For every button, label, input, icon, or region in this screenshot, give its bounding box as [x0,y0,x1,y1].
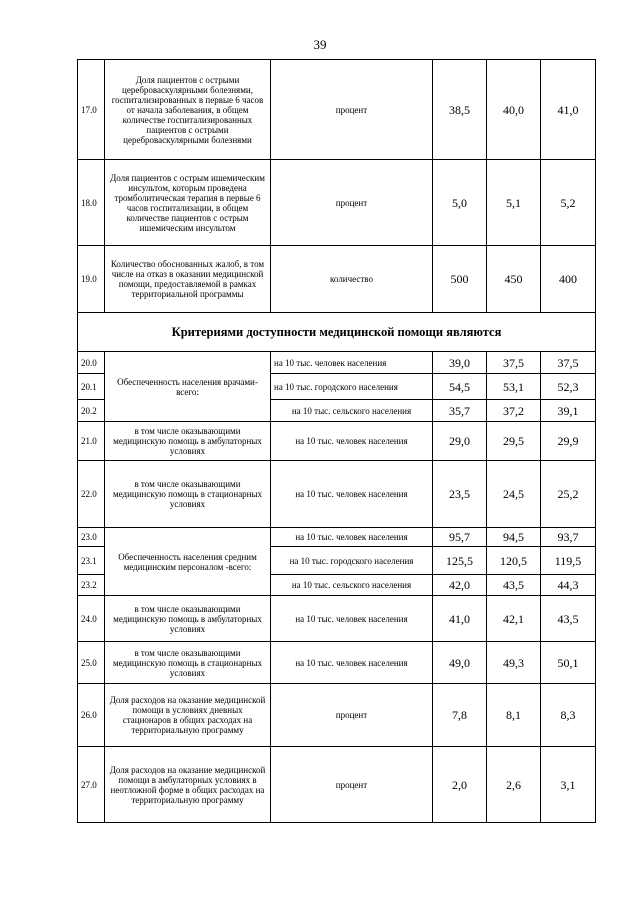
value-cell: 39,0 [433,352,487,374]
value-cell: 42,0 [433,575,487,596]
row-number: 18.0 [78,160,105,246]
row-number: 20.1 [78,374,105,400]
value-cell: 41,0 [541,60,596,160]
indicator-name: Доля пациентов с острым ишемическим инсультом, которым проведена тромболитическая терапия в первые 6 часов госпитализации, в общем количестве пациентов с острым ишемическим инсультом [105,160,271,246]
value-cell: 38,5 [433,60,487,160]
value-cell: 37,2 [487,400,541,422]
unit-cell: на 10 тыс. человек населения [271,352,433,374]
unit-cell: на 10 тыс. человек населения [271,596,433,642]
unit-cell: процент [271,747,433,823]
value-cell: 23,5 [433,461,487,528]
row-number: 26.0 [78,684,105,747]
indicator-name: Обеспеченность населения врачами-всего: [105,352,271,422]
row-number: 19.0 [78,246,105,313]
value-cell: 125,5 [433,547,487,575]
value-cell: 8,1 [487,684,541,747]
value-cell: 8,3 [541,684,596,747]
table-row [78,747,596,823]
table-row [78,461,596,528]
value-cell: 54,5 [433,374,487,400]
row-number: 27.0 [78,747,105,823]
value-cell: 41,0 [433,596,487,642]
unit-cell: на 10 тыс. человек населения [271,642,433,684]
value-cell: 95,7 [433,528,487,547]
value-cell: 29,9 [541,422,596,461]
value-cell: 7,8 [433,684,487,747]
value-cell: 52,3 [541,374,596,400]
row-number: 17.0 [78,60,105,160]
row-number: 25.0 [78,642,105,684]
row-number: 21.0 [78,422,105,461]
unit-cell: процент [271,684,433,747]
value-cell: 5,1 [487,160,541,246]
value-cell: 450 [487,246,541,313]
indicator-name: в том числе оказывающими медицинскую помощь в стационарных условиях [105,461,271,528]
value-cell: 35,7 [433,400,487,422]
table-row [78,246,596,313]
unit-cell: количество [271,246,433,313]
table-row [78,160,596,246]
indicator-name: Доля расходов на оказание медицинской помощи в амбулаторных условиях в неотложной форме в общих расходах на территориальную программу [105,747,271,823]
value-cell: 5,2 [541,160,596,246]
value-cell: 119,5 [541,547,596,575]
unit-cell: на 10 тыс. человек населения [271,528,433,547]
value-cell: 25,2 [541,461,596,528]
value-cell: 43,5 [487,575,541,596]
table-row [78,60,596,160]
row-number: 23.0 [78,528,105,547]
unit-cell: на 10 тыс. городского населения [271,374,433,400]
unit-cell: на 10 тыс. человек населения [271,422,433,461]
indicator-name: Количество обоснованных жалоб, в том числе на отказ в оказании медицинской помощи, предоставляемой в рамках территориальной программы [105,246,271,313]
value-cell: 53,1 [487,374,541,400]
value-cell: 5,0 [433,160,487,246]
value-cell: 93,7 [541,528,596,547]
row-number: 20.0 [78,352,105,374]
unit-cell: на 10 тыс. сельского населения [271,400,433,422]
value-cell: 43,5 [541,596,596,642]
table-row [78,642,596,684]
unit-cell: процент [271,160,433,246]
indicator-name: Доля пациентов с острыми цереброваскулярными болезнями, госпитализированных в первые 6 часов от начала заболевания, в общем количестве госпитализированных пациентов с острыми цереброваскулярными болезнями [105,60,271,160]
table-row [78,528,596,547]
value-cell: 120,5 [487,547,541,575]
table-row [78,352,596,374]
indicator-name: Обеспеченность населения средним медицинским персоналом -всего: [105,528,271,596]
value-cell: 37,5 [541,352,596,374]
indicator-name: Доля расходов на оказание медицинской помощи в условиях дневных стационаров в общих расходах на территориальную программу [105,684,271,747]
section-header: Критериями доступности медицинской помощи являются [78,313,596,352]
value-cell: 37,5 [487,352,541,374]
value-cell: 94,5 [487,528,541,547]
value-cell: 42,1 [487,596,541,642]
indicator-name: в том числе оказывающими медицинскую помощь в амбулаторных условиях [105,596,271,642]
value-cell: 50,1 [541,642,596,684]
unit-cell: на 10 тыс. городского населения [271,547,433,575]
value-cell: 44,3 [541,575,596,596]
table-row [78,684,596,747]
section-header-row [78,313,596,352]
value-cell: 2,6 [487,747,541,823]
page-number: 39 [313,37,327,52]
value-cell: 2,0 [433,747,487,823]
value-cell: 29,0 [433,422,487,461]
indicator-name: в том числе оказывающими медицинскую помощь в амбулаторных условиях [105,422,271,461]
row-number: 23.1 [78,547,105,575]
value-cell: 3,1 [541,747,596,823]
value-cell: 500 [433,246,487,313]
table-row [78,596,596,642]
value-cell: 49,0 [433,642,487,684]
row-number: 22.0 [78,461,105,528]
value-cell: 39,1 [541,400,596,422]
row-number: 23.2 [78,575,105,596]
indicator-name: в том числе оказывающими медицинскую помощь в стационарных условиях [105,642,271,684]
unit-cell: на 10 тыс. сельского населения [271,575,433,596]
unit-cell: на 10 тыс. человек населения [271,461,433,528]
row-number: 20.2 [78,400,105,422]
unit-cell: процент [271,60,433,160]
table-row [78,422,596,461]
indicators-table [77,59,596,823]
value-cell: 40,0 [487,60,541,160]
value-cell: 24,5 [487,461,541,528]
value-cell: 29,5 [487,422,541,461]
row-number: 24.0 [78,596,105,642]
value-cell: 400 [541,246,596,313]
value-cell: 49,3 [487,642,541,684]
